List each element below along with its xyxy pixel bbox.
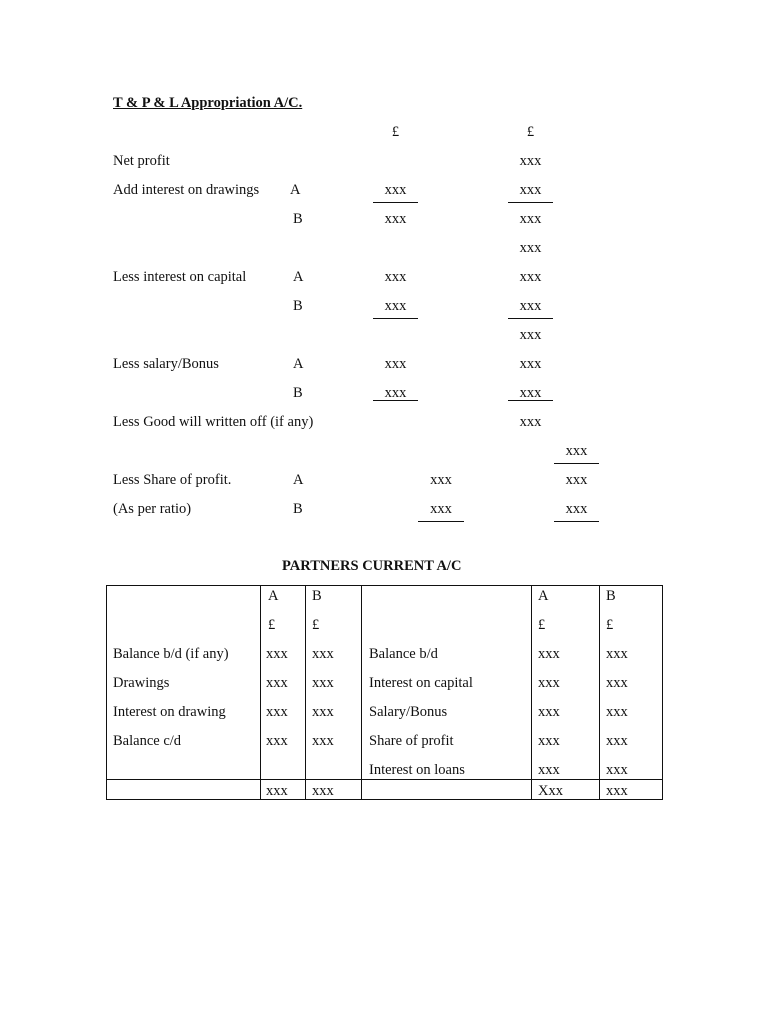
appropriation-title: T & P & L Appropriation A/C. bbox=[113, 95, 303, 111]
share-of-profit-a-amount: xxx bbox=[430, 472, 452, 488]
share-of-profit-b-total: xxx bbox=[565, 501, 588, 517]
underline bbox=[508, 202, 553, 203]
debit-row-label: Balance b/d (if any) bbox=[113, 646, 229, 662]
totals-divider bbox=[107, 779, 662, 780]
credit-row-a: xxx bbox=[538, 762, 560, 778]
share-of-profit-partner-b: B bbox=[293, 501, 303, 517]
credit-row-a: xxx bbox=[538, 733, 560, 749]
interest-on-capital-b-total: xxx bbox=[519, 298, 542, 314]
credit-row-label: Interest on loans bbox=[369, 762, 465, 778]
subtotal-2: xxx bbox=[519, 327, 542, 343]
share-of-profit-a-total: xxx bbox=[565, 472, 588, 488]
underline bbox=[554, 521, 599, 522]
interest-on-drawings-label: Add interest on drawings bbox=[113, 182, 260, 198]
underline bbox=[554, 463, 599, 464]
underline bbox=[373, 400, 418, 401]
goodwill-label: Less Good will written off (if any) bbox=[113, 414, 314, 430]
debit-currency-a: £ bbox=[268, 617, 276, 633]
credit-row-label: Interest on capital bbox=[369, 675, 473, 691]
debit-row-b: xxx bbox=[312, 733, 334, 749]
debit-total-a: xxx bbox=[266, 783, 288, 799]
salary-bonus-a-total: xxx bbox=[519, 356, 542, 372]
debit-header-a: A bbox=[268, 588, 279, 604]
interest-on-capital-partner-a: A bbox=[293, 269, 304, 285]
interest-on-drawings-a-total: xxx bbox=[519, 182, 542, 198]
credit-total-b: xxx bbox=[606, 783, 628, 799]
debit-row-a: xxx bbox=[266, 704, 288, 720]
salary-bonus-a-amount: xxx bbox=[384, 356, 407, 372]
credit-currency-a: £ bbox=[538, 617, 546, 633]
share-of-profit-label: Less Share of profit. bbox=[113, 472, 232, 488]
residual-profit: xxx bbox=[565, 443, 588, 459]
currency-header-col1: £ bbox=[391, 124, 400, 140]
interest-on-drawings-a-amount: xxx bbox=[384, 182, 407, 198]
column-divider bbox=[260, 586, 261, 799]
column-divider bbox=[361, 586, 362, 799]
column-divider bbox=[599, 586, 600, 799]
credit-row-b: xxx bbox=[606, 646, 628, 662]
salary-bonus-b-total: xxx bbox=[519, 385, 542, 401]
underline bbox=[508, 400, 553, 401]
credit-header-b: B bbox=[606, 588, 616, 604]
credit-row-b: xxx bbox=[606, 675, 628, 691]
debit-total-b: xxx bbox=[312, 783, 334, 799]
interest-on-drawings-partner-b: B bbox=[293, 211, 303, 227]
debit-row-label: Balance c/d bbox=[113, 733, 182, 749]
subtotal-1: xxx bbox=[519, 240, 542, 256]
currency-header-col2: £ bbox=[526, 124, 535, 140]
debit-row-b: xxx bbox=[312, 675, 334, 691]
credit-row-b: xxx bbox=[606, 762, 628, 778]
underline bbox=[373, 318, 418, 319]
credit-row-b: xxx bbox=[606, 704, 628, 720]
debit-row-b: xxx bbox=[312, 704, 334, 720]
goodwill-total: xxx bbox=[519, 414, 542, 430]
credit-row-a: xxx bbox=[538, 646, 560, 662]
share-of-profit-note: (As per ratio) bbox=[113, 501, 192, 517]
debit-currency-b: £ bbox=[312, 617, 320, 633]
interest-on-drawings-partner-a: A bbox=[290, 182, 301, 198]
interest-on-drawings-b-amount: xxx bbox=[384, 211, 407, 227]
share-of-profit-partner-a: A bbox=[293, 472, 304, 488]
credit-total-a: Xxx bbox=[538, 783, 563, 799]
credit-currency-b: £ bbox=[606, 617, 614, 633]
net-profit-label: Net profit bbox=[113, 153, 170, 169]
debit-row-label: Drawings bbox=[113, 675, 170, 691]
credit-row-a: xxx bbox=[538, 704, 560, 720]
credit-row-a: xxx bbox=[538, 675, 560, 691]
salary-bonus-label: Less salary/Bonus bbox=[113, 356, 219, 372]
interest-on-capital-a-amount: xxx bbox=[384, 269, 407, 285]
interest-on-capital-partner-b: B bbox=[293, 298, 303, 314]
debit-row-b: xxx bbox=[312, 646, 334, 662]
debit-row-a: xxx bbox=[266, 733, 288, 749]
column-divider bbox=[305, 586, 306, 799]
underline bbox=[418, 521, 464, 522]
debit-row-label: Interest on drawing bbox=[113, 704, 226, 720]
salary-bonus-partner-b: B bbox=[293, 385, 303, 401]
interest-on-capital-a-total: xxx bbox=[519, 269, 542, 285]
share-of-profit-b-amount: xxx bbox=[430, 501, 452, 517]
underline bbox=[508, 318, 553, 319]
interest-on-drawings-b-total: xxx bbox=[519, 211, 542, 227]
credit-row-label: Balance b/d bbox=[369, 646, 438, 662]
credit-row-b: xxx bbox=[606, 733, 628, 749]
debit-header-b: B bbox=[312, 588, 322, 604]
current-account-table bbox=[106, 585, 663, 800]
column-divider bbox=[531, 586, 532, 799]
interest-on-capital-b-amount: xxx bbox=[384, 298, 407, 314]
credit-row-label: Share of profit bbox=[369, 733, 454, 749]
credit-row-label: Salary/Bonus bbox=[369, 704, 448, 720]
credit-header-a: A bbox=[538, 588, 549, 604]
interest-on-capital-label: Less interest on capital bbox=[113, 269, 247, 285]
underline bbox=[373, 202, 418, 203]
net-profit-total: xxx bbox=[519, 153, 542, 169]
salary-bonus-b-amount: xxx bbox=[384, 385, 407, 401]
salary-bonus-partner-a: A bbox=[293, 356, 304, 372]
debit-row-a: xxx bbox=[266, 646, 288, 662]
current-account-title: PARTNERS CURRENT A/C bbox=[282, 558, 462, 574]
debit-row-a: xxx bbox=[266, 675, 288, 691]
